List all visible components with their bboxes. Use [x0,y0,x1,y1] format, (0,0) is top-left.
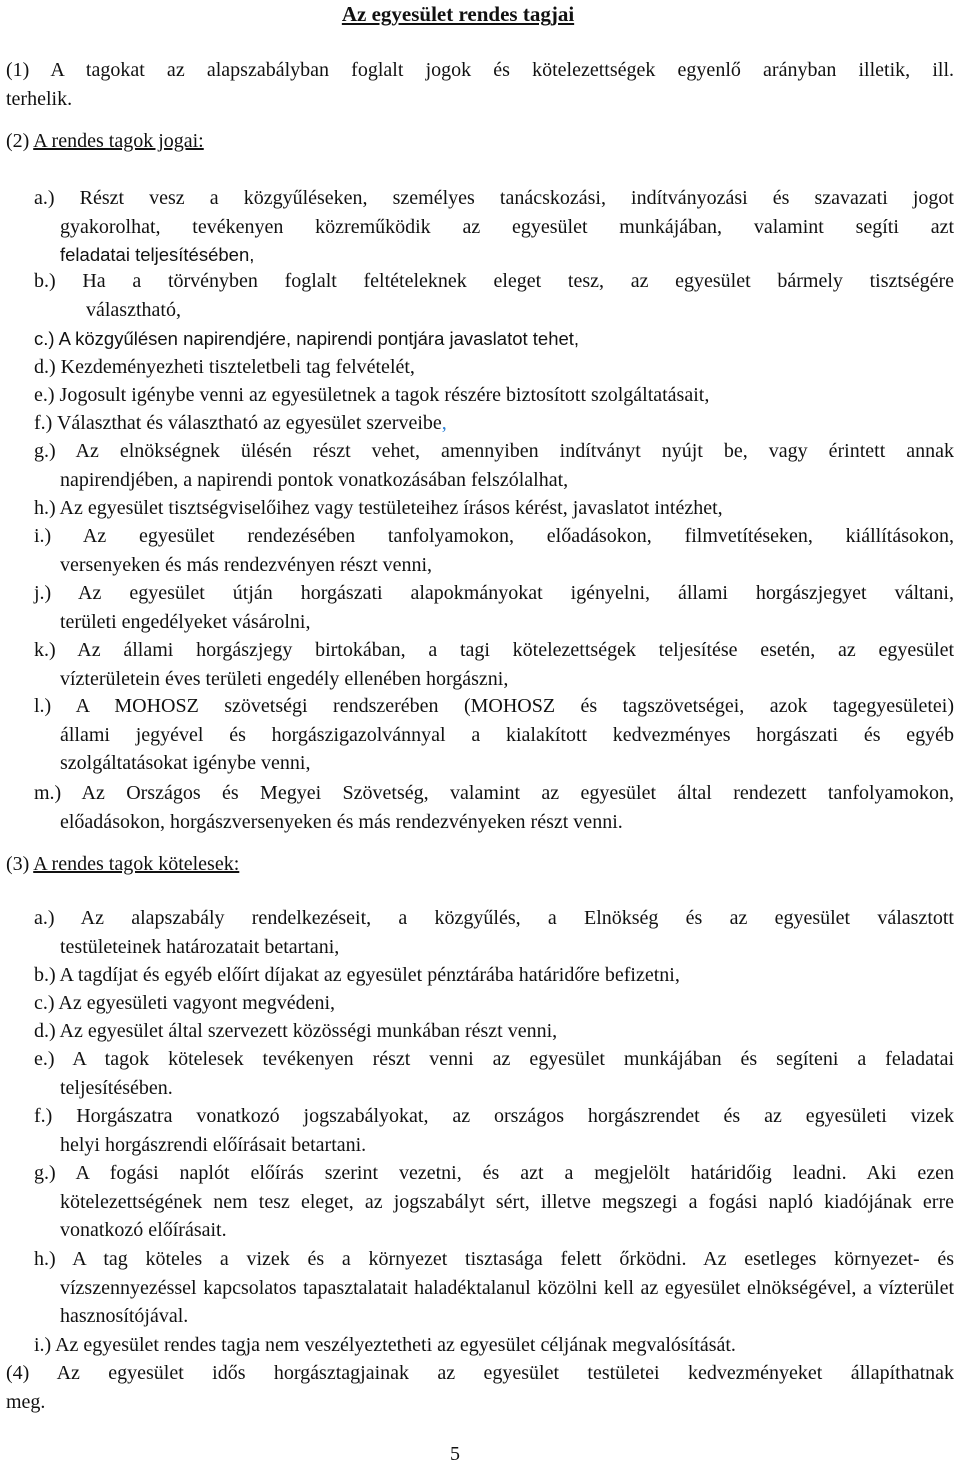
list-item-continuation: teljesítésében. [60,1076,173,1099]
list-item-text: a.) Az alapszabály rendelkezéseit, a közgyűlés, a Elnökség és az egyesület választott [34,907,954,929]
list-item [34,409,954,438]
list-item-text: e.) A tagok kötelesek tevékenyen részt venni az egyesület munkájában és segíteni a feladatai [34,1048,954,1070]
list-item-text: h.) Az egyesület tisztségviselőihez vagy testületeihez írásos kérést, javaslatot intézhet, [34,497,723,519]
paragraph-4-line-1: (4) Az egyesület idős horgásztagjainak az egyesület testületei kedvezményeket állapíthatnak [6,1362,954,1384]
page-title: Az egyesület rendes tagjai [341,2,575,26]
section-2-heading-text: A rendes tagok jogai: [33,130,204,152]
list-item-continuation: területi engedélyeket vásárolni, [60,610,311,633]
list-item [34,961,954,990]
section-3-heading-text: A rendes tagok kötelesek: [33,853,240,875]
list-item [34,381,954,410]
paragraph-number: (1) [6,59,51,81]
list-item-continuation: választható, [86,298,181,321]
list-item [34,636,954,693]
paragraph-1-line-1 [6,56,954,85]
list-item-continuation: testületeinek határozatait betartani, [60,935,340,958]
list-item-text: i.) Az egyesület rendezésében tanfolyamokon, előadásokon, filmvetítéseken, kiállításokon, [34,525,954,547]
list-item-text: b.) Ha a törvényben foglalt feltételeknek eleget tesz, az egyesület bármely tisztségére [34,270,954,292]
list-item [34,692,954,778]
list-item [34,1102,954,1159]
list-item [34,494,954,523]
page-number: 5 [450,1443,460,1465]
list-item-continuation: versenyeken és más rendezvényen részt venni, [60,553,433,576]
list-item [34,1245,954,1331]
list-item [34,779,954,836]
list-item-text: g.) A fogási naplót előírás szerint vezetni, és azt a megjelölt határidőig leadni. Aki ezen [34,1162,954,1184]
list-item-text: h.) A tag köteles a vizek és a környezet tisztasága felett őrködni. Az esetleges környezet- és [34,1248,954,1270]
list-item-text: j.) Az egyesület útján horgászati alapokmányokat igényelni, állami horgászjegyet váltani, [34,582,954,604]
section-number: (3) [6,853,34,875]
paragraph-1-text: A tagokat az alapszabályban foglalt jogok és kötelezettségek egyenlő arányban illetik, ill. [50,59,954,81]
list-item [34,522,954,579]
list-item-continuation: feladatai teljesítésében, [60,244,255,265]
list-item-text: d.) Az egyesület által szervezett közösségi munkában részt venni, [34,1020,558,1042]
list-item-continuation: helyi horgászrendi előírásait betartani. [60,1133,367,1156]
list-item [34,904,954,961]
section-3-heading [6,850,239,879]
list-item-continuation: vízterületein éves területi engedély ellenében horgászni, [60,667,509,690]
list-item-text: b.) A tagdíjat és egyéb előírt díjakat az egyesület pénztárába határidőre befizetni, [34,964,680,986]
list-item-continuation: előadásokon, horgászversenyeken és más rendezvényeken részt venni. [60,810,623,833]
list-item [34,437,954,494]
list-item-continuation: állami jegyével és horgászigazolvánnyal a kialakított kedvezményes horgászati és egyéb [60,723,954,746]
list-item-continuation: szolgáltatásokat igénybe venni, [60,752,311,774]
list-item-text: e.) Jogosult igénybe venni az egyesületnek a tagok részére biztosított szolgáltatásait, [34,384,710,406]
comma-mark: , [441,412,447,434]
list-item [34,353,954,382]
list-item [34,1159,954,1245]
list-item [34,184,954,270]
section-2-heading [6,127,204,156]
list-item-text: l.) A MOHOSZ szövetségi rendszerében (MOHOSZ és tagszövetségei, azok tagegyesületei) [34,695,954,717]
paragraph-1-line-2: terhelik. [6,88,73,110]
list-item-text: g.) Az elnökségnek ülésén részt vehet, amennyiben indítványt nyújt be, vagy érintett annak [34,440,954,462]
list-item-text: c.) Az egyesületi vagyont megvédeni, [34,992,336,1014]
list-item [34,1017,954,1046]
list-item-text: k.) Az állami horgászjegy birtokában, a tagi kötelezettségek teljesítése esetén, az egyesület [34,639,954,661]
list-item [34,1045,954,1102]
list-item-continuation: gyakorolhat, tevékenyen közreműködik az egyesület munkájában, valamint segíti azt [60,215,954,238]
list-item-continuation: napirendjében, a napirendi pontok vonatkozásában felszólalhat, [60,468,569,491]
list-item-text: a.) Részt vesz a közgyűléseken, személyes tanácskozási, indítványozási és szavazati jogot [34,187,954,209]
list-item [34,1331,954,1360]
section-number: (2) [6,130,34,152]
list-item-text: m.) Az Országos és Megyei Szövetség, valamint az egyesület által rendezett tanfolyamokon, [34,782,954,804]
list-item [34,989,954,1018]
list-item [34,579,954,636]
list-item-text: f.) Horgászatra vonatkozó jogszabályokat, az országos horgászrendet és az egyesületi vizek [34,1105,954,1127]
list-item-text: c.) A közgyűlésen napirendjére, napirendi pontjára javaslatot tehet, [34,328,580,349]
list-item-text: i.) Az egyesület rendes tagja nem veszélyeztetheti az egyesület céljának megvalósítását. [34,1334,736,1356]
paragraph-4-line-2: meg. [6,1391,46,1413]
list-item-text: d.) Kezdeményezheti tiszteletbeli tag felvételét, [34,356,415,378]
list-item [34,267,954,324]
list-item [34,325,954,354]
list-item-continuation: kötelezettségének nem tesz eleget, az jogszabályt sért, illetve megszegi a fogási napló kiadójának erre vonatkozó előírásait. [60,1190,954,1241]
list-item-text: f.) Választhat és választható az egyesület szerveibe [34,412,442,434]
list-item-continuation: vízszennyezéssel kapcsolatos tapasztalatait haladéktalanul közölni kell az egyesület elnökségével, a vízterület hasznosítójával. [60,1276,954,1327]
